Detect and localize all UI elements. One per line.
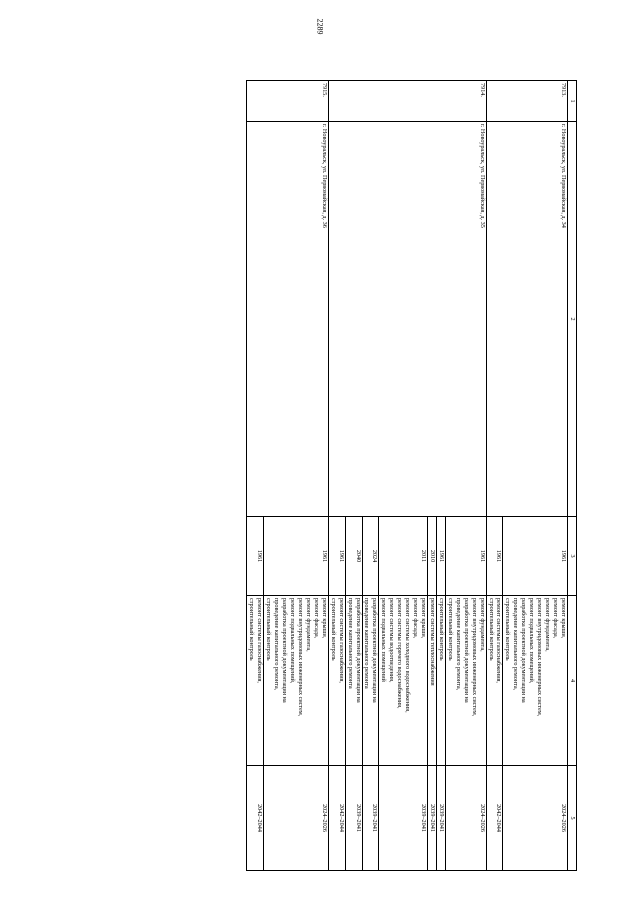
works-cell xyxy=(264,596,329,766)
row-number: 7915. xyxy=(247,81,328,122)
work-item: ремонт внутридомовых инженерных систем, xyxy=(297,598,304,717)
rotated-table-block xyxy=(87,80,577,845)
work-item: ремонт системы газоснабжения, xyxy=(495,598,503,683)
work-item: ремонт системы горячего водоснабжения, xyxy=(396,598,404,709)
work-item: строительный контроль xyxy=(265,598,273,661)
work-item: ремонт фундамента, xyxy=(478,598,486,652)
table-row xyxy=(264,81,329,871)
works-cell xyxy=(328,596,345,766)
work-item: ремонт крыши, xyxy=(560,598,567,639)
works-cell xyxy=(437,596,446,766)
header-col-3: 3 xyxy=(568,517,577,596)
header-row xyxy=(568,81,577,871)
work-item: проведение капитального ремонта xyxy=(346,598,354,689)
period-cell: 2039–2041 xyxy=(437,766,446,871)
work-item: проведение капитального ремонта, xyxy=(454,598,462,691)
work-item: проведение капитального ремонта, xyxy=(512,598,520,691)
work-item: ремонт подвальных помещений, xyxy=(528,598,536,684)
address-cell: г. Новоуральск, ул. Первомайская, д. 35 xyxy=(328,122,486,517)
work-item: проведение капитального ремонта, xyxy=(273,598,281,691)
work-item: ремонт системы холодного водоснабжения, xyxy=(404,598,412,713)
works-cell xyxy=(486,596,503,766)
period-cell: 2024–2026 xyxy=(445,766,486,871)
header-col-2: 2 xyxy=(568,122,577,517)
work-item: разработка проектной документации на xyxy=(371,598,379,703)
work-item: ремонт фундамента, xyxy=(544,598,552,652)
year-cell: 2011 xyxy=(379,517,428,596)
works-cell xyxy=(503,596,568,766)
work-item: ремонт системы газоснабжения, xyxy=(256,598,264,683)
work-item: ремонт фасада, xyxy=(552,598,560,639)
works-cell xyxy=(345,596,362,766)
works-cell xyxy=(362,596,379,766)
table-row xyxy=(503,81,568,871)
work-item: ремонт крыши, xyxy=(420,598,428,639)
work-item: ремонт системы теплоснабжения xyxy=(429,598,436,686)
period-cell: 2039–2041 xyxy=(362,766,379,871)
header-col-1: 1 xyxy=(568,81,577,122)
work-item: ремонт крыши, xyxy=(320,598,328,639)
row-number: 7914. xyxy=(328,81,486,122)
work-item: ремонт системы газоснабжения, xyxy=(337,598,345,683)
work-item: ремонт подвальных помещений, xyxy=(289,598,297,684)
work-item: разработка проектной документации на xyxy=(354,598,362,703)
repair-schedule-table xyxy=(246,80,577,871)
year-cell: 1961 xyxy=(247,517,264,596)
work-item: ремонт подвальных помещений xyxy=(380,598,388,682)
header-col-5: 5 xyxy=(568,766,577,871)
period-cell: 2039–2041 xyxy=(428,766,437,871)
work-item: ремонт системы водоотведения, xyxy=(388,598,396,683)
period-cell: 2024–2026 xyxy=(503,766,568,871)
period-cell: 2042–2044 xyxy=(328,766,345,871)
work-item: разработка проектной документации на xyxy=(520,598,528,703)
year-cell: 2040 xyxy=(345,517,362,596)
table-row xyxy=(445,81,486,871)
work-item: ремонт фасада, xyxy=(312,598,320,639)
work-item: строительный контроль xyxy=(437,598,445,661)
year-cell: 1961 xyxy=(486,517,503,596)
work-item: ремонт фасада, xyxy=(412,598,420,639)
period-cell: 2024–2026 xyxy=(264,766,329,871)
work-item: проведение капитального ремонта xyxy=(363,598,371,689)
works-cell xyxy=(428,596,437,766)
year-cell: 1961 xyxy=(437,517,446,596)
work-item: разработка проектной документации на xyxy=(281,598,289,703)
row-number: 7913. xyxy=(486,81,567,122)
work-item: строительный контроль xyxy=(504,598,512,661)
works-cell xyxy=(379,596,428,766)
work-item: разработка проектной документации на xyxy=(462,598,470,703)
work-item: ремонт внутридомовых инженерных систем, xyxy=(470,598,478,717)
table-body xyxy=(247,81,568,871)
period-cell: 2042–2044 xyxy=(486,766,503,871)
work-item: строительный контроль xyxy=(446,598,454,661)
period-cell: 2039–2041 xyxy=(379,766,428,871)
period-cell: 2042–2044 xyxy=(247,766,264,871)
works-cell xyxy=(445,596,486,766)
year-cell: 1961 xyxy=(264,517,329,596)
work-item: ремонт фундамента, xyxy=(304,598,312,652)
header-col-4: 4 xyxy=(568,596,577,766)
year-cell: 1961 xyxy=(503,517,568,596)
year-cell: 1961 xyxy=(445,517,486,596)
address-cell: г. Новоуральск, ул. Первомайская, д. 34 xyxy=(486,122,567,517)
work-item: строительный контроль xyxy=(329,598,337,661)
year-cell: 1961 xyxy=(328,517,345,596)
year-cell: 2010 xyxy=(428,517,437,596)
work-item: строительный контроль xyxy=(248,598,256,661)
works-cell xyxy=(247,596,264,766)
page-number: 2289 xyxy=(315,18,325,35)
period-cell: 2039–2041 xyxy=(345,766,362,871)
address-cell: г. Новоуральск, ул. Первомайская, д. 36 xyxy=(247,122,328,517)
year-cell: 2024 xyxy=(362,517,379,596)
work-item: строительный контроль xyxy=(487,598,495,661)
work-item: ремонт внутридомовых инженерных систем, xyxy=(536,598,544,717)
